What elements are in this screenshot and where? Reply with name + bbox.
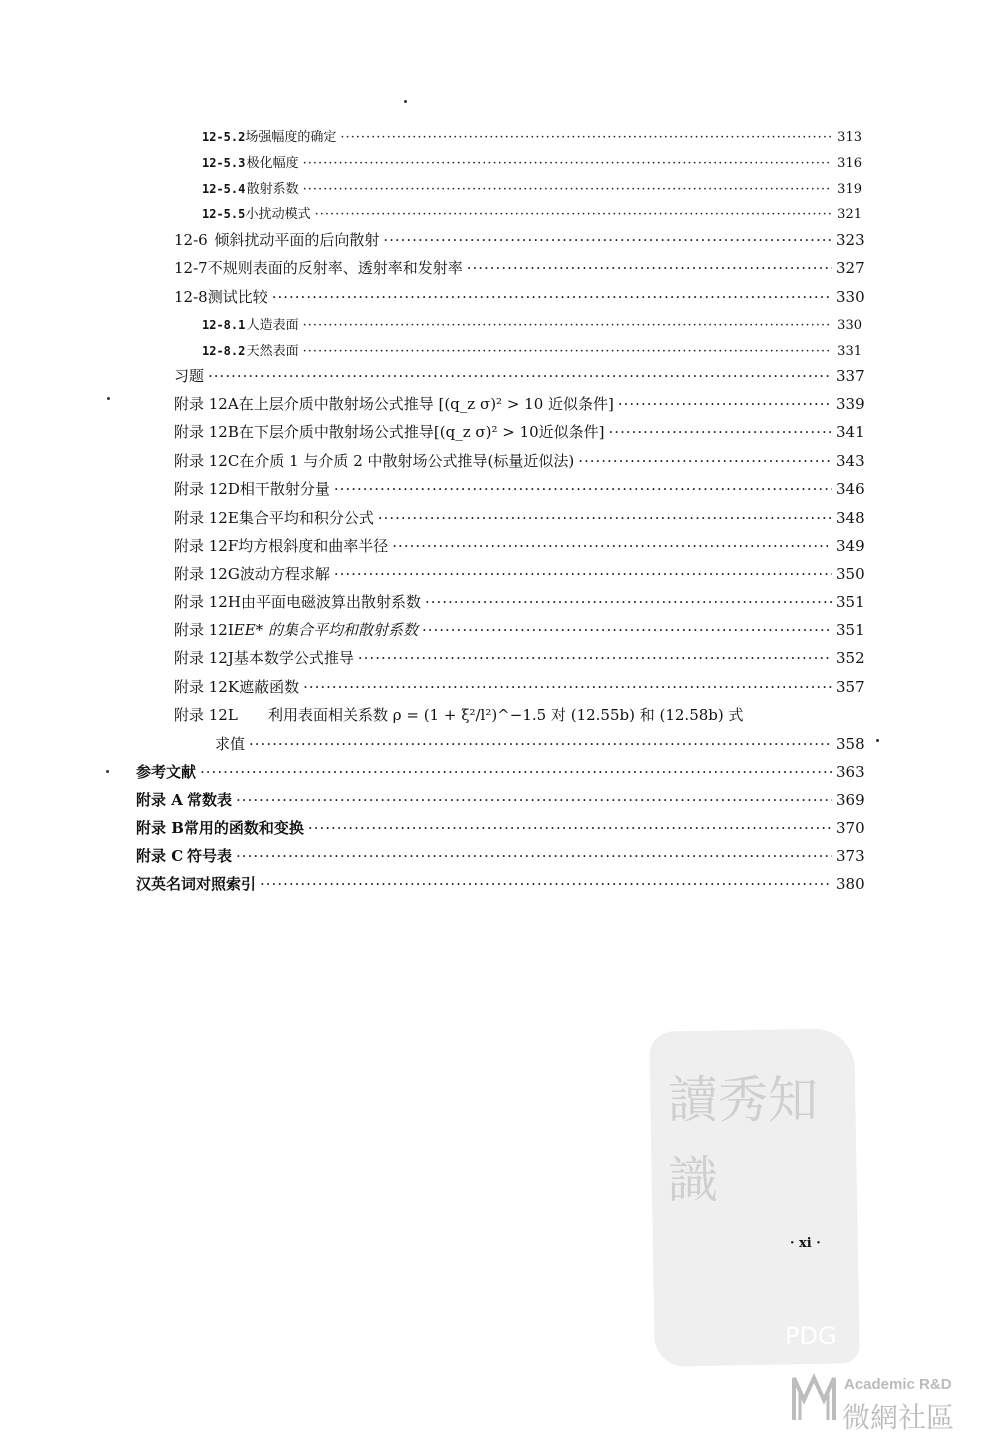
toc-entry-page: 370 — [836, 819, 865, 837]
toc-entry-title: 汉英名词对照索引 — [136, 875, 257, 893]
toc-entry-title: 波动方程求解 — [239, 565, 330, 583]
watermark-logo-icon — [790, 1370, 838, 1425]
leader-dots — [308, 819, 832, 837]
toc-entry[interactable] — [136, 789, 865, 810]
toc-entry-page: 321 — [837, 207, 862, 222]
toc-entry-number: 附录 12F — [174, 537, 239, 555]
leader-dots — [303, 182, 832, 197]
leader-dots — [303, 156, 832, 171]
toc-entry[interactable] — [174, 591, 865, 612]
leader-dots — [578, 452, 832, 470]
toc-entry-page: 363 — [836, 763, 865, 781]
leader-dots — [208, 367, 832, 385]
toc-entry[interactable] — [202, 340, 862, 359]
toc-entry-page: 327 — [836, 259, 865, 277]
toc-entry-title: 符号表 — [187, 847, 233, 865]
toc-entry[interactable] — [174, 535, 865, 556]
toc-entry-number: 附录 B — [136, 819, 184, 837]
leader-dots — [249, 735, 832, 753]
toc-entry[interactable] — [174, 619, 865, 640]
toc-entry-number: 附录 12D — [174, 480, 240, 498]
toc-entry-page: 339 — [836, 395, 865, 413]
toc-entry-page: 351 — [836, 621, 865, 639]
toc-entry[interactable] — [174, 563, 865, 584]
leader-dots — [467, 259, 832, 277]
leader-dots — [260, 875, 832, 893]
toc-entry-title: 人造表面 — [246, 318, 299, 333]
toc-entry-title: 基本数学公式推导 — [233, 649, 354, 667]
toc-entry[interactable] — [174, 365, 865, 386]
toc-entry-number: 附录 12J — [174, 649, 234, 667]
toc-entry[interactable] — [174, 647, 865, 668]
toc-entry-page: 330 — [836, 288, 865, 306]
watermark-pdg: PDG — [785, 1322, 837, 1350]
toc-entry-number: 12-5.5 — [202, 207, 246, 221]
print-speck — [106, 770, 109, 773]
leader-dots — [303, 678, 832, 696]
toc-entry-number: 附录 12G — [174, 565, 240, 583]
toc-entry-page: 337 — [836, 367, 865, 385]
toc-entry[interactable] — [136, 845, 865, 866]
leader-dots — [422, 621, 832, 639]
toc-entry-title: 天然表面 — [246, 344, 299, 359]
toc-entry-page: 343 — [836, 452, 865, 470]
toc-entry-page: 331 — [837, 344, 862, 359]
watermark-text-cn: 微網社區 — [842, 1401, 955, 1434]
toc-entry-title: 求值 — [215, 735, 246, 753]
toc-entry-title: 在上层介质中散射场公式推导 [(q_z σ)² > 10 近似条件] — [238, 395, 614, 413]
watermark-text-en: Academic R&D — [844, 1376, 952, 1393]
toc-entry-number: 附录 12K — [174, 678, 240, 696]
toc-entry-title: 均方根斜度和曲率半径 — [238, 537, 389, 555]
toc-entry-page: 330 — [837, 318, 862, 333]
toc-entry-number: 12-6 — [174, 231, 208, 249]
toc-entry-continuation[interactable] — [215, 733, 865, 754]
toc-entry[interactable] — [174, 393, 865, 414]
toc-entry-number: 附录 12A — [174, 395, 239, 413]
toc-entry-title: 在下层介质中散射场公式推导[(q_z σ)² > 10近似条件] — [238, 423, 605, 441]
toc-entry-title: 常用的函数和变换 — [183, 819, 304, 837]
toc-entry[interactable] — [174, 704, 862, 725]
toc-entry-title: 测试比较 — [207, 288, 268, 306]
toc-entry-title: 常数表 — [187, 791, 233, 809]
print-speck — [404, 100, 407, 103]
toc-entry[interactable] — [202, 126, 862, 145]
toc-entry-number: 12-8.2 — [202, 344, 246, 358]
toc-entry-number: 12-5.2 — [202, 130, 246, 144]
toc-entry-number: 附录 12H — [174, 593, 241, 611]
toc-entry[interactable] — [136, 761, 865, 782]
toc-entry-number: 附录 12C — [174, 452, 240, 470]
toc-entry-page: 319 — [837, 182, 862, 197]
toc-entry-page: 323 — [836, 231, 865, 249]
page-number: · xi · — [790, 1236, 821, 1251]
toc-entry-title: 倾斜扰动平面的后向散射 — [214, 231, 380, 249]
toc-entry[interactable] — [136, 817, 865, 838]
seal-glyphs: 讀秀知識 — [668, 1071, 818, 1209]
leader-dots — [425, 593, 832, 611]
toc-entry-number: 12-7 — [174, 259, 208, 277]
toc-entry-title: 场强幅度的确定 — [245, 130, 337, 145]
toc-entry-page: 351 — [836, 593, 865, 611]
toc-entry-page: 313 — [837, 130, 862, 145]
toc-entry-title: 由平面电磁波算出散射系数 — [240, 593, 421, 611]
print-speck — [107, 397, 110, 400]
toc-entry-number: 12-5.3 — [202, 156, 246, 170]
toc-entry[interactable] — [174, 450, 865, 471]
toc-entry[interactable] — [174, 286, 865, 307]
toc-entry-number: 附录 12E — [174, 509, 239, 527]
toc-entry-page: 346 — [836, 480, 865, 498]
leader-dots — [340, 130, 832, 145]
toc-entry-title: 遮蔽函数 — [239, 678, 300, 696]
toc-entry-page: 373 — [836, 847, 865, 865]
toc-entry-page: 352 — [836, 649, 865, 667]
leader-dots — [618, 395, 832, 413]
toc-entry[interactable] — [174, 507, 865, 528]
leader-dots — [303, 344, 832, 359]
toc-entry-title: 参考文献 — [136, 763, 197, 781]
toc-entry-page: 349 — [836, 537, 865, 555]
toc-entry-page: 369 — [836, 791, 865, 809]
toc-entry-title: EE* 的集合平均和散射系数 — [233, 621, 418, 639]
toc-entry[interactable] — [174, 676, 865, 697]
leader-dots — [236, 791, 832, 809]
toc-entry-number: 12-5.4 — [202, 182, 246, 196]
toc-entry-title: 习题 — [174, 367, 205, 385]
toc-entry-number: 附录 12L — [174, 706, 238, 724]
leader-dots — [378, 509, 832, 527]
toc-entry-number: 附录 12I — [174, 621, 234, 639]
print-speck — [876, 739, 879, 742]
toc-entry-title: 小扰动模式 — [245, 207, 311, 222]
toc-entry[interactable] — [202, 152, 862, 171]
toc-entry-page: 358 — [836, 735, 865, 753]
leader-dots — [303, 318, 832, 333]
leader-dots — [236, 847, 832, 865]
toc-entry[interactable] — [202, 178, 862, 197]
toc-entry-number: 附录 A — [136, 791, 183, 809]
toc-entry[interactable] — [174, 229, 865, 250]
toc-entry[interactable] — [202, 203, 862, 222]
leader-dots — [392, 537, 832, 555]
toc-entry-page: 350 — [836, 565, 865, 583]
toc-entry-title: 相干散射分量 — [239, 480, 330, 498]
toc-entry-page: 348 — [836, 509, 865, 527]
toc-entry-page: 380 — [836, 875, 865, 893]
leader-dots — [315, 207, 832, 222]
leader-dots — [609, 423, 832, 441]
toc-entry-number: 附录 C — [136, 847, 184, 865]
toc-entry-title: 散射系数 — [246, 182, 299, 197]
toc-entry[interactable] — [174, 421, 865, 442]
leader-dots — [200, 763, 832, 781]
leader-dots — [272, 288, 832, 306]
leader-dots — [334, 565, 832, 583]
toc-entry-title: 在介质 1 与介质 2 中散射场公式推导(标量近似法) — [239, 452, 575, 470]
leader-dots — [383, 231, 832, 249]
leader-dots — [334, 480, 832, 498]
toc-entry[interactable] — [136, 873, 865, 894]
toc-entry-title: 利用表面相关系数 ρ = (1 + ξ²/l²)^−1.5 对 (12.55b) 和 (12.58b) 式 — [268, 706, 744, 724]
toc-entry-number: 附录 12B — [174, 423, 239, 441]
toc-entry-title: 极化幅度 — [246, 156, 299, 171]
toc-entry-title: 集合平均和积分公式 — [238, 509, 374, 527]
toc-entry[interactable] — [174, 257, 865, 278]
leader-dots — [358, 649, 832, 667]
toc-entry-number: 12-8.1 — [202, 318, 246, 332]
toc-entry-page: 341 — [836, 423, 865, 441]
watermark-seal-text — [668, 1060, 818, 1220]
toc-entry-number: 12-8 — [174, 288, 208, 306]
toc-entry-page: 357 — [836, 678, 865, 696]
toc-entry-title: 不规则表面的反射率、透射率和发射率 — [207, 259, 463, 277]
toc-entry[interactable] — [174, 478, 865, 499]
toc-entry-page: 316 — [837, 156, 862, 171]
toc-entry[interactable] — [202, 314, 862, 333]
